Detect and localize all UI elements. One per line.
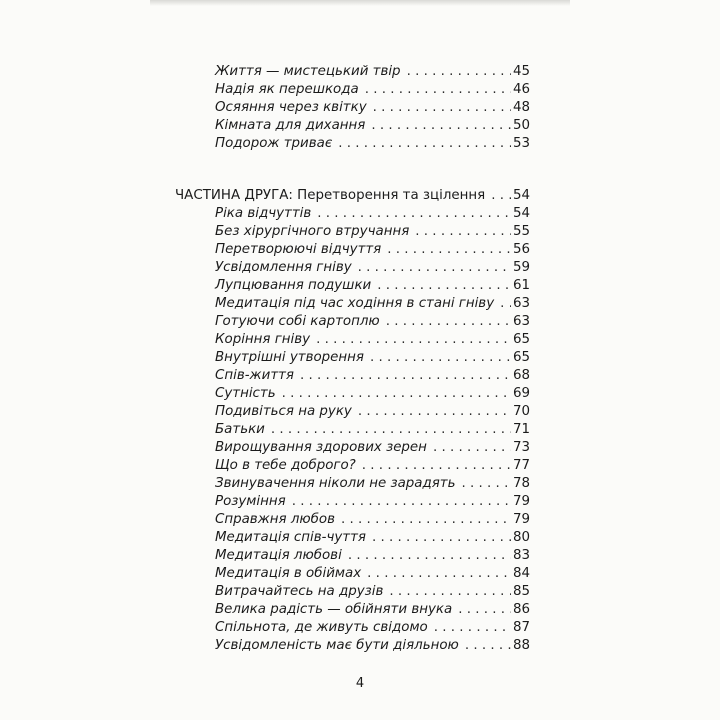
toc-part-heading — [175, 187, 530, 205]
toc-part-page: 54 — [512, 188, 530, 203]
toc-entry-page: 87 — [512, 620, 530, 635]
toc-leader-dots — [407, 63, 511, 81]
toc-entry-title: Сутність — [215, 386, 276, 401]
page-number: 4 — [355, 676, 365, 691]
toc-leader-dots — [358, 403, 511, 421]
toc-entry-title: Розуміння — [215, 494, 286, 509]
toc-entry-page: 54 — [512, 206, 530, 221]
toc-entry — [215, 117, 530, 135]
toc-entry — [215, 547, 530, 565]
toc-entry-page: 59 — [512, 260, 530, 275]
toc-leader-dots — [386, 313, 511, 331]
toc-entry-title: Усвідомлення гніву — [215, 260, 352, 275]
toc-entry-title: Спільнота, де живуть свідомо — [215, 620, 428, 635]
toc-leader-dots — [389, 583, 511, 601]
toc-entry — [215, 493, 530, 511]
toc-leader-dots — [371, 117, 511, 135]
toc-entry — [215, 403, 530, 421]
scan-shadow — [150, 0, 570, 6]
toc-entry-page: 77 — [512, 458, 530, 473]
toc-entry — [215, 565, 530, 583]
toc-part-title: ЧАСТИНА ДРУГА: Перетворення та зцілення — [175, 188, 486, 203]
toc-leader-dots — [300, 367, 511, 385]
toc-entry — [215, 331, 530, 349]
toc-entry-title: Надія як перешкода — [215, 82, 359, 97]
toc-entry — [215, 135, 530, 153]
toc-entry-title: Медитація в обіймах — [215, 566, 362, 581]
toc-entry-title: Що в тебе доброго? — [215, 458, 356, 473]
toc-entry-page: 71 — [512, 422, 530, 437]
toc-entry-title: Без хірургічного втручання — [215, 224, 410, 239]
toc-entry-page: 69 — [512, 386, 530, 401]
toc-leader-dots — [372, 529, 511, 547]
toc-entry — [215, 637, 530, 655]
toc-entry-title: Медитація любові — [215, 548, 342, 563]
toc-leader-dots — [338, 135, 511, 153]
toc-leader-dots — [433, 439, 511, 457]
toc-entry-page: 83 — [512, 548, 530, 563]
toc-leader-dots — [348, 547, 511, 565]
toc-entry — [215, 619, 530, 637]
toc-entry-page: 84 — [512, 566, 530, 581]
toc-leader-dots — [415, 223, 511, 241]
toc-entry — [215, 63, 530, 81]
toc-entry — [215, 313, 530, 331]
toc-entry-page: 78 — [512, 476, 530, 491]
toc-leader-dots — [292, 493, 511, 511]
toc-entry — [215, 457, 530, 475]
toc-entry-title: Внутрішні утворення — [215, 350, 364, 365]
toc-entry-page: 53 — [512, 136, 530, 151]
toc-entry — [215, 241, 530, 259]
toc-leader-dots — [362, 457, 511, 475]
toc-leader-dots — [434, 619, 511, 637]
toc-entry-title: Велика радість — обійняти внука — [215, 602, 453, 617]
toc-entry-page: 73 — [512, 440, 530, 455]
toc-entry-page: 46 — [512, 82, 530, 97]
toc-entry-title: Звинувачення ніколи не зарадять — [215, 476, 456, 491]
toc-entry-title: Медитація спів-чуття — [215, 530, 366, 545]
toc-leader-dots — [316, 331, 511, 349]
toc-entry-title: Готуючи собі картоплю — [215, 314, 380, 329]
toc-entry-title: Ріка відчуттів — [215, 206, 312, 221]
toc-entry-title: Медитація під час ходіння в стані гніву — [215, 296, 495, 311]
toc-entry — [215, 475, 530, 493]
toc-entry-title: Лупцювання подушки — [215, 278, 372, 293]
toc-leader-dots — [370, 349, 511, 367]
toc-entry — [215, 259, 530, 277]
toc-leader-dots — [365, 81, 511, 99]
toc-leader-dots — [367, 565, 511, 583]
toc-entry-title: Кімната для дихання — [215, 118, 366, 133]
toc-leader-dots — [373, 99, 511, 117]
toc-entry — [215, 601, 530, 619]
toc-entry-page: 79 — [512, 512, 530, 527]
toc-entry-title: Вирощування здорових зерен — [215, 440, 427, 455]
toc-entry — [215, 223, 530, 241]
toc-entry — [215, 81, 530, 99]
toc-entry-title: Життя — мистецький твір — [215, 64, 401, 79]
toc-entry-page: 55 — [512, 224, 530, 239]
toc-leader-dots — [500, 295, 511, 313]
toc-entry-page: 86 — [512, 602, 530, 617]
toc-leader-dots — [377, 277, 511, 295]
toc-entry — [215, 529, 530, 547]
toc-entry-title: Справжня любов — [215, 512, 336, 527]
toc-entry-page: 63 — [512, 296, 530, 311]
toc-leader-dots — [341, 511, 511, 529]
toc-entry-page: 79 — [512, 494, 530, 509]
toc-entry — [215, 385, 530, 403]
toc-leader-dots — [462, 475, 511, 493]
toc-entry — [215, 421, 530, 439]
toc-entry — [215, 205, 530, 223]
toc-entry-page: 63 — [512, 314, 530, 329]
toc-entry-title: Перетворюючі відчуття — [215, 242, 382, 257]
toc-entry-title: Витрачайтесь на друзів — [215, 584, 384, 599]
toc-entry-title: Коріння гніву — [215, 332, 311, 347]
toc-leader-dots — [491, 187, 511, 205]
toc-entry-page: 65 — [512, 332, 530, 347]
toc-leader-dots — [358, 259, 511, 277]
toc-entry — [215, 295, 530, 313]
toc-leader-dots — [282, 385, 511, 403]
toc-entry — [215, 511, 530, 529]
toc-entry-page: 85 — [512, 584, 530, 599]
toc-entry — [215, 277, 530, 295]
toc-entry-title: Спів-життя — [215, 368, 294, 383]
toc-entry-title: Усвідомленість має бути діяльною — [215, 638, 459, 653]
toc-entry — [215, 367, 530, 385]
toc-entry-page: 50 — [512, 118, 530, 133]
toc-entry-page: 88 — [512, 638, 530, 653]
toc-leader-dots — [271, 421, 511, 439]
toc-entry-page: 56 — [512, 242, 530, 257]
toc-entry-page: 80 — [512, 530, 530, 545]
toc-leader-dots — [387, 241, 511, 259]
toc-entry-page: 65 — [512, 350, 530, 365]
toc-entry-title: Подорож триває — [215, 136, 333, 151]
toc-entry-title: Осяяння через квітку — [215, 100, 367, 115]
toc-entry — [215, 439, 530, 457]
toc-leader-dots — [458, 601, 511, 619]
toc-entry-page: 68 — [512, 368, 530, 383]
toc-leader-dots — [317, 205, 511, 223]
toc-entry-page: 45 — [512, 64, 530, 79]
toc-entry — [215, 99, 530, 117]
toc-entry — [215, 349, 530, 367]
toc-entry-title: Батьки — [215, 422, 265, 437]
toc-entry-page: 70 — [512, 404, 530, 419]
toc-entry-page: 61 — [512, 278, 530, 293]
toc-entry-page: 48 — [512, 100, 530, 115]
toc-leader-dots — [465, 637, 511, 655]
toc-entry — [215, 583, 530, 601]
toc-entry-title: Подивіться на руку — [215, 404, 352, 419]
